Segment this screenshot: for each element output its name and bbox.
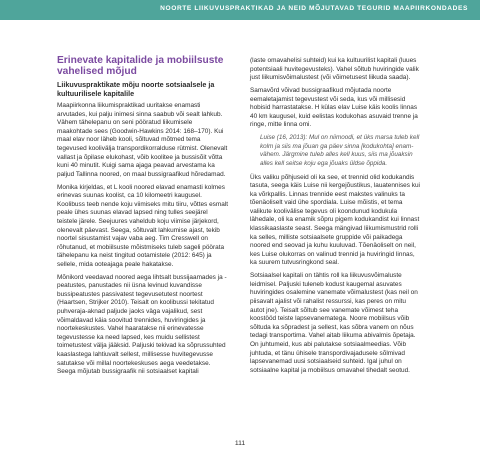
paragraph: Maapiirkonna liikumispraktikad uuritakse enamasti arvutades, kui palju inimesi sinna saabub või sealt lahkub. Vähem tähelepanu on seni pööratud liikumisele maakohtade sees (Goodwin-Hawkins 2014: 168–170). Kui maal elav noor läheb kooli, sõltuvad mõtmed tema tegevused koolivälja transpordikorralduse rütmist. Olenevalt vallast ja õpilase elukohast, võib koolitee ja bussisõit võtta kuni 40 minutit. Kuigi sama ajaga peavad arvestama ka paljud Tallinna noored, on maal bussigraafikud hõredamad. [57, 102, 228, 178]
paragraph: Sotsiaalsel kapitali on tähtis roll ka liikuvusvõimaluste leidmisel. Paljuski tuleneb kodust kaugemal asuvates huviringides osalemine vanemate võimalustest (kas neil on piisavalt ajalist või rahalist ressurssi, kas peres on mitu autot jne). Teisalt sõltub see vanemate võimest teha koostööd teiste lapsevanematega. Noore mobiilsus võib sõltuda ka sõpradest ja sellest, kas sõbra vanem on nõus tedagi transportima. Vahel aitab liikuma abivalmis õpetaja. On juhtumeid, kus abi palutakse sotsiaalmeedias. Võib juhtuda, et tänu ühisele transpordivajadusele sõlmivad lapsevanemad uusi sotsiaalseid suhteid. Igal juhul on sotsiaalne kapital ja mobiilsus omavahel tihedalt seotud. [250, 272, 418, 374]
paragraph: Samavõrd võivad bussigraafikud mõjutada noorte eemaletajamist tegevustest või seda, kus või millisesid hobisid harrastatakse. H külas elav Luise käis koolis linnas 40 km kaugusel, kuid eelistas kodukohas asuvaid trenne ja ringe, mitte linna omi. [250, 86, 418, 129]
running-header: NOORTE LIIKUVUSPRAKTIKAD JA NEID MÕJUTAVAD TEGURID MAAPIIRKONDADES [160, 5, 468, 12]
paragraph: Mõnikord veedavad noored aega lihtsalt bussijaamades ja -peatustes, panustades nii üsna levinud kuvandisse bussipeatustes passivatest tegevusetutest noortest (Haartsen, Strijker 2010). Teisalt on koolibussi tekitatud puhveraja-aknad paljude jaoks väga vajalikud, sest võimaldavad käia soovitud trennides, huviringides ja noortekeskustes. Vahel haaratakse nii erinevatesse tegevustesse ka need lapsed, kes muidu sellistest toimetustest välja jääksid. Paljuski tekivad ka sõprussuhted kaaslastega lahtiuvalt sellest, millisesse huvitegevusse satutakse või millal noortekeskuses aega veedetakse. Seega mõjutab bussigraafik nii sotsiaalset kapitali [57, 273, 227, 376]
paragraph: Üks valiku põhjuseid oli ka see, et trennid olid kodukandis tasuta, seega käis Luise nii kergejõustikus, lauatennises kui ka võrkpallis. Linnas trennide eest makstes valinuks ta tõenäoliselt vaid ühe spordiala. Luise mõistis, et tema valikute koolivälise tegevus oli koondunud kodukula lähedale, oli ka enamik sõpru pigem kodukandist kui linnast klassikaaslaste seast. Seega mängivad liikumismustrid rolli ka selles, milliste sotsiaalsete gruppide või paikadega noored end seovad ja kuhu kuuluvad. Tõenäoliselt on neil, kes Luise olukorras on valinud trennid ja huviringid linnas, ka suurem tutvusringkond seal. [250, 173, 420, 267]
page-number: 111 [234, 440, 246, 447]
header-bar [0, 0, 480, 20]
subsection-title: Liikuvuspraktikate mõju noorte sotsiaalsele ja kultuurilisele kapitalile [57, 80, 215, 99]
paragraph: (laste omavahelisi suhteid) kui ka kultuurilist kapitali (luues potentsiaali huvitegevusteks). Vahel sõltub huviringide valik just liikumisvõimalustest (või võimetusest liikuda saada). [250, 57, 419, 82]
paragraph: Monika kirjeldas, et L kooli noored elavad enamasti kolmes erinevas suunas koolist, ca 10 kilomeetri kaugusel. Koolibuss teeb nende koju viimiseks mitu tiiru, võttes esmalt peale ühes suunas elavad lapsed ning tulles seejärel teistele järele. Seejuures vaheldub koju viimise järjekord, olenevalt päevast. Seega, sõltuvalt lahkumise ajast, tekib noortel sisustamist vajav vaba aeg. Tim Cresswell on rõhutanud, et mobiilsuste mõistmiseks tuleb sageli pöörata tähelepanu ka neist tingitud ootamistele (2012: 645) ja sellele, mida ooteajaga peale hakatakse. [57, 183, 229, 268]
left-column [57, 55, 229, 381]
right-column [250, 57, 422, 380]
interview-quote: Luise (16, 2013): Mul on niimoodi, et üks marsa tuleb kell kolm ja siis ma jõuan ga päev sinna [kodukohta] enam-vähem. Järgmine tuleb alles kell kuus, siis ma jõuaksin alles kell seitse koju ega jõuaks üldse õppida. [260, 134, 420, 167]
section-title: Erinevate kapitalide ja mobiilsuste vahelised mõjud [57, 55, 224, 78]
